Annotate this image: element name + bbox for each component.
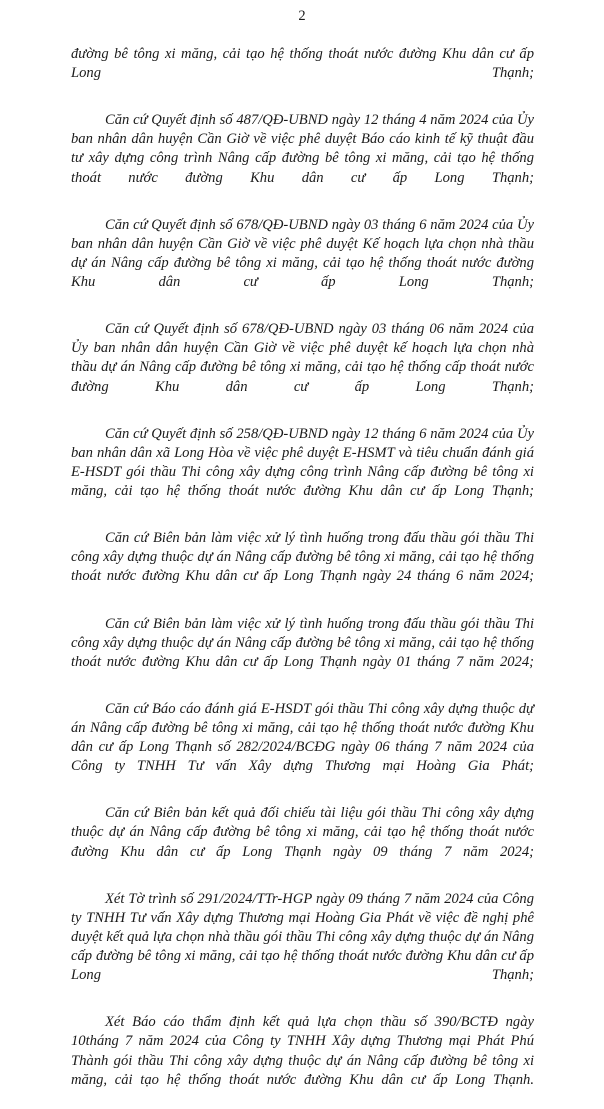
paragraph-bien-ban-01-7: Căn cứ Biên bản làm việc xử lý tình huống trong đấu thầu gói thầu Thi công xây dựng thuộc dự án Nâng cấp đường bê tông xi măng, cải tạo hệ thống thoát nước đường Khu dân cư ấp Long Thạnh ngày 01 tháng 7 năm 2024; — [71, 615, 534, 670]
paragraph-quyet-dinh-678-b: Căn cứ Quyết định số 678/QĐ-UBND ngày 03 tháng 06 năm 2024 của Ủy ban nhân dân huyện Cần Giờ về việc phê duyệt kế hoạch lựa chọn nhà thầu dự án Nâng cấp đường bê tông xi măng, cải tạo hệ thống cấp thoát nước đường Khu dân cư ấp Long Thạnh; — [71, 321, 534, 395]
paragraph-bien-ban-doi-chieu: Căn cứ Biên bản kết quả đối chiếu tài liệu gói thầu Thi công xây dựng thuộc dự án Nâng cấp đường bê tông xi măng, cải tạo hệ thống thoát nước đường Khu dân cư ấp Long Thạnh ngày 09 tháng 7 năm 2024; — [71, 805, 534, 860]
document-body — [71, 45, 534, 1109]
paragraph-quyet-dinh-258: Căn cứ Quyết định số 258/QĐ-UBND ngày 12 tháng 6 năm 2024 của Ủy ban nhân dân xã Long Hòa về việc phê duyệt E-HSMT và tiêu chuẩn đánh giá E-HSDT gói thầu Thi công xây dựng công trình Nâng cấp đường bê tông xi măng, cải tạo hệ thống thoát nước đường Khu dân cư ấp Long Thạnh; — [71, 425, 534, 499]
paragraph-bao-cao-tham-dinh-390: Xét Báo cáo thẩm định kết quả lựa chọn thầu số 390/BCTĐ ngày 10tháng 7 năm 2024 của Công ty TNHH Xây dựng Thương mại Phát Phú Thành gói thầu Thi công xây dựng thuộc dự án Nâng cấp đường bê tông xi măng, cải tạo hệ thống thoát nước đường Khu dân cư ấp Long Thạnh. — [71, 1014, 534, 1088]
page-number: 2 — [298, 8, 306, 24]
paragraph-quyet-dinh-678-a: Căn cứ Quyết định số 678/QĐ-UBND ngày 03 tháng 6 năm 2024 của Ủy ban nhân dân huyện Cần Giờ về việc phê duyệt Kế hoạch lựa chọn nhà thầu dự án Nâng cấp đường bê tông xi măng, cải tạo hệ thống thoát nước đường Khu dân cư ấp Long Thạnh; — [71, 216, 534, 291]
paragraph-quyet-dinh-487: Căn cứ Quyết định số 487/QĐ-UBND ngày 12 tháng 4 năm 2024 của Ủy ban nhân dân huyện Cần Giờ về việc phê duyệt Báo cáo kinh tế kỹ thuật đầu tư xây dựng công trình Nâng cấp đường bê tông xi măng, cải tạo hệ thống thoát nước đường Khu dân cư ấp Long Thạnh; — [71, 112, 534, 186]
paragraph-continuation: đường bê tông xi măng, cải tạo hệ thống thoát nước đường Khu dân cư ấp Long Thạnh; — [71, 46, 534, 82]
paragraph-bien-ban-24-6: Căn cứ Biên bản làm việc xử lý tình huống trong đấu thầu gói thầu Thi công xây dựng thuộc dự án Nâng cấp đường bê tông xi măng, cải tạo hệ thống thoát nước đường Khu dân cư ấp Long Thạnh ngày 24 tháng 6 năm 2024; — [71, 530, 534, 585]
paragraph-bao-cao-danh-gia-282: Căn cứ Báo cáo đánh giá E-HSDT gói thầu Thi công xây dựng thuộc dự án Nâng cấp đường bê tông xi măng, cải tạo hệ thống thoát nước đường Khu dân cư ấp Long Thạnh số 282/2024/BCĐG ngày 06 tháng 7 năm 2024 của Công ty TNHH Tư vấn Xây dựng Thương mại Hoàng Gia Phát; — [71, 700, 534, 775]
paragraph-to-trinh-291: Xét Tờ trình số 291/2024/TTr-HGP ngày 09 tháng 7 năm 2024 của Công ty TNHH Tư vấn Xây dựng Thương mại Hoàng Gia Phát về việc đề nghị phê duyệt kết quả lựa chọn nhà thầu gói thầu Thi công xây dựng thuộc dự án Nâng cấp đường bê tông xi măng, cải tạo hệ thống thoát nước đường Khu dân cư ấp Long Thạnh; — [71, 890, 534, 984]
